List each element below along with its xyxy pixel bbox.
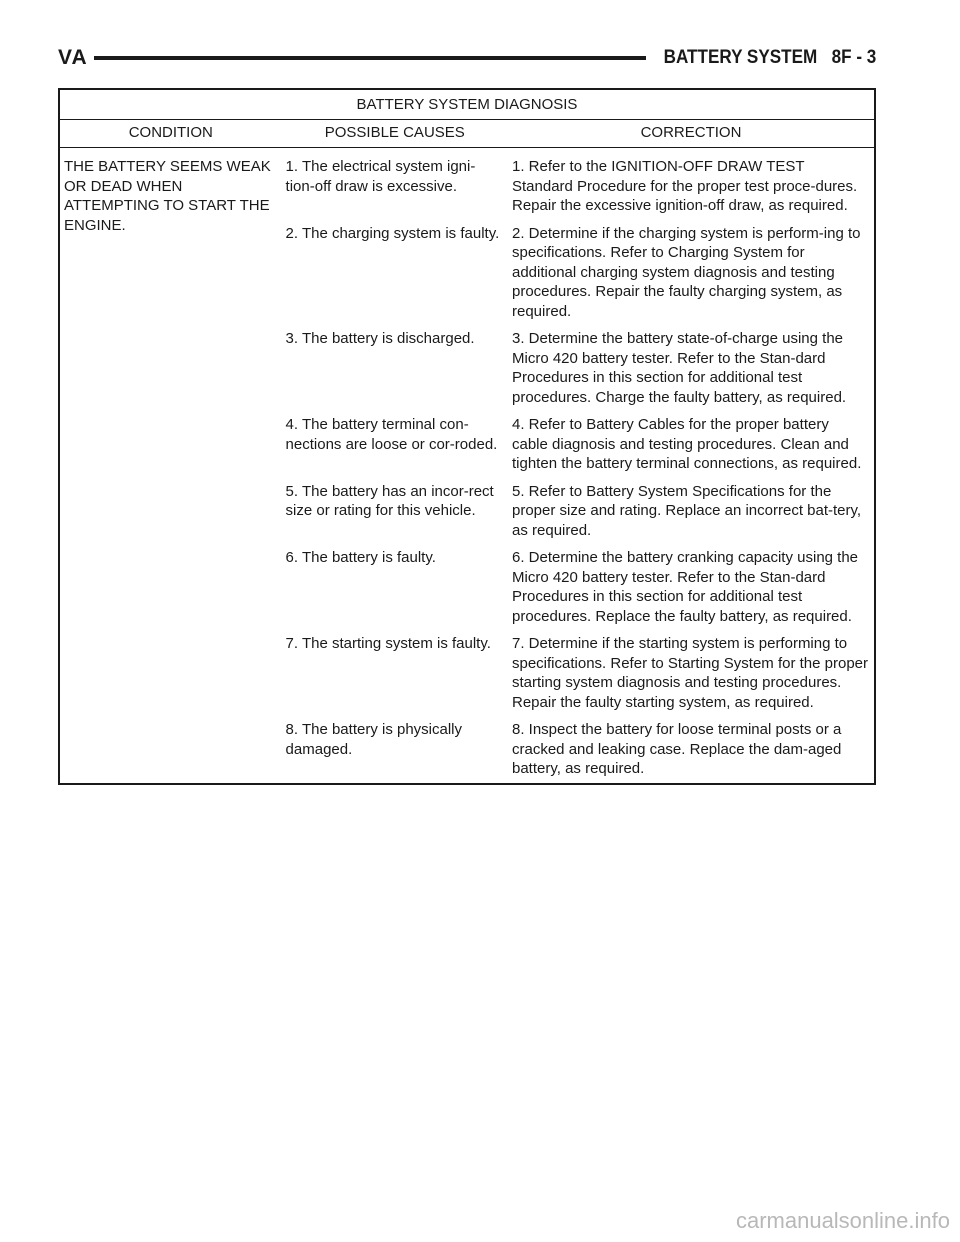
page-number: 8F - 3 bbox=[831, 47, 876, 68]
condition-cell: THE BATTERY SEEMS WEAK OR DEAD WHEN ATTEMPTING TO START THE ENGINE. bbox=[64, 158, 271, 234]
correction-cell: 8. Inspect the battery for loose terminal posts or a cracked and leaking case. Replace the dam-aged battery, as required. bbox=[512, 721, 842, 777]
column-header-possible-causes: POSSIBLE CAUSES bbox=[282, 119, 508, 148]
section-title: BATTERY SYSTEM bbox=[663, 47, 817, 68]
vehicle-code: VA bbox=[58, 46, 88, 69]
correction-cell: 3. Determine the battery state-of-charge using the Micro 420 battery tester. Refer to the Stan-dard Procedures in this section for additional test procedures. Charge the faulty battery, as required. bbox=[512, 330, 847, 406]
cause-cell: 6. The battery is faulty. bbox=[285, 549, 436, 566]
cause-cell: 2. The charging system is faulty. bbox=[285, 224, 500, 242]
correction-cell: 2. Determine if the charging system is perform-ing to specifications. Refer to Charging System for additional charging system diagnosis and testing procedures. Repair the faulty charging system, as required. bbox=[512, 224, 861, 320]
correction-cell: 1. Refer to the IGNITION-OFF DRAW TEST Standard Procedure for the proper test proce-dures. Repair the excessive ignition-off draw, as required. bbox=[512, 158, 858, 214]
column-header-condition: CONDITION bbox=[59, 119, 282, 148]
table-row bbox=[59, 148, 875, 223]
correction-cell: 6. Determine the battery cranking capacity using the Micro 420 battery tester. Refer to the Stan-dard Procedures in this section for additional test procedures. Replace the faulty battery, as required. bbox=[512, 549, 859, 625]
correction-cell: 4. Refer to Battery Cables for the proper battery cable diagnosis and testing procedures. Clean and tighten the battery terminal connections, as required. bbox=[512, 416, 862, 472]
cause-cell: 4. The battery terminal con-nections are loose or cor-roded. bbox=[285, 416, 498, 453]
section-heading bbox=[663, 44, 876, 72]
cause-cell: 3. The battery is discharged. bbox=[285, 330, 475, 347]
cause-cell: 8. The battery is physically damaged. bbox=[285, 721, 463, 758]
cause-cell: 1. The electrical system igni-tion-off draw is excessive. bbox=[285, 158, 476, 195]
diagnosis-table bbox=[58, 88, 876, 785]
page-header bbox=[58, 44, 876, 72]
watermark: carmanualsonline.info bbox=[735, 1208, 950, 1233]
cause-cell: 5. The battery has an incor-rect size or rating for this vehicle. bbox=[285, 482, 494, 519]
table-title: BATTERY SYSTEM DIAGNOSIS bbox=[59, 89, 875, 119]
correction-cell: 5. Refer to Battery System Specifications for the proper size and rating. Replace an incorrect bat-tery, as required. bbox=[512, 482, 862, 539]
column-header-correction: CORRECTION bbox=[508, 119, 875, 148]
correction-cell: 7. Determine if the starting system is performing to specifications. Refer to Starting System for the proper starting system diagnosis and testing procedures. Repair the faulty starting system, as required. bbox=[512, 635, 868, 711]
header-rule bbox=[94, 56, 646, 60]
cause-cell: 7. The starting system is faulty. bbox=[285, 635, 491, 652]
